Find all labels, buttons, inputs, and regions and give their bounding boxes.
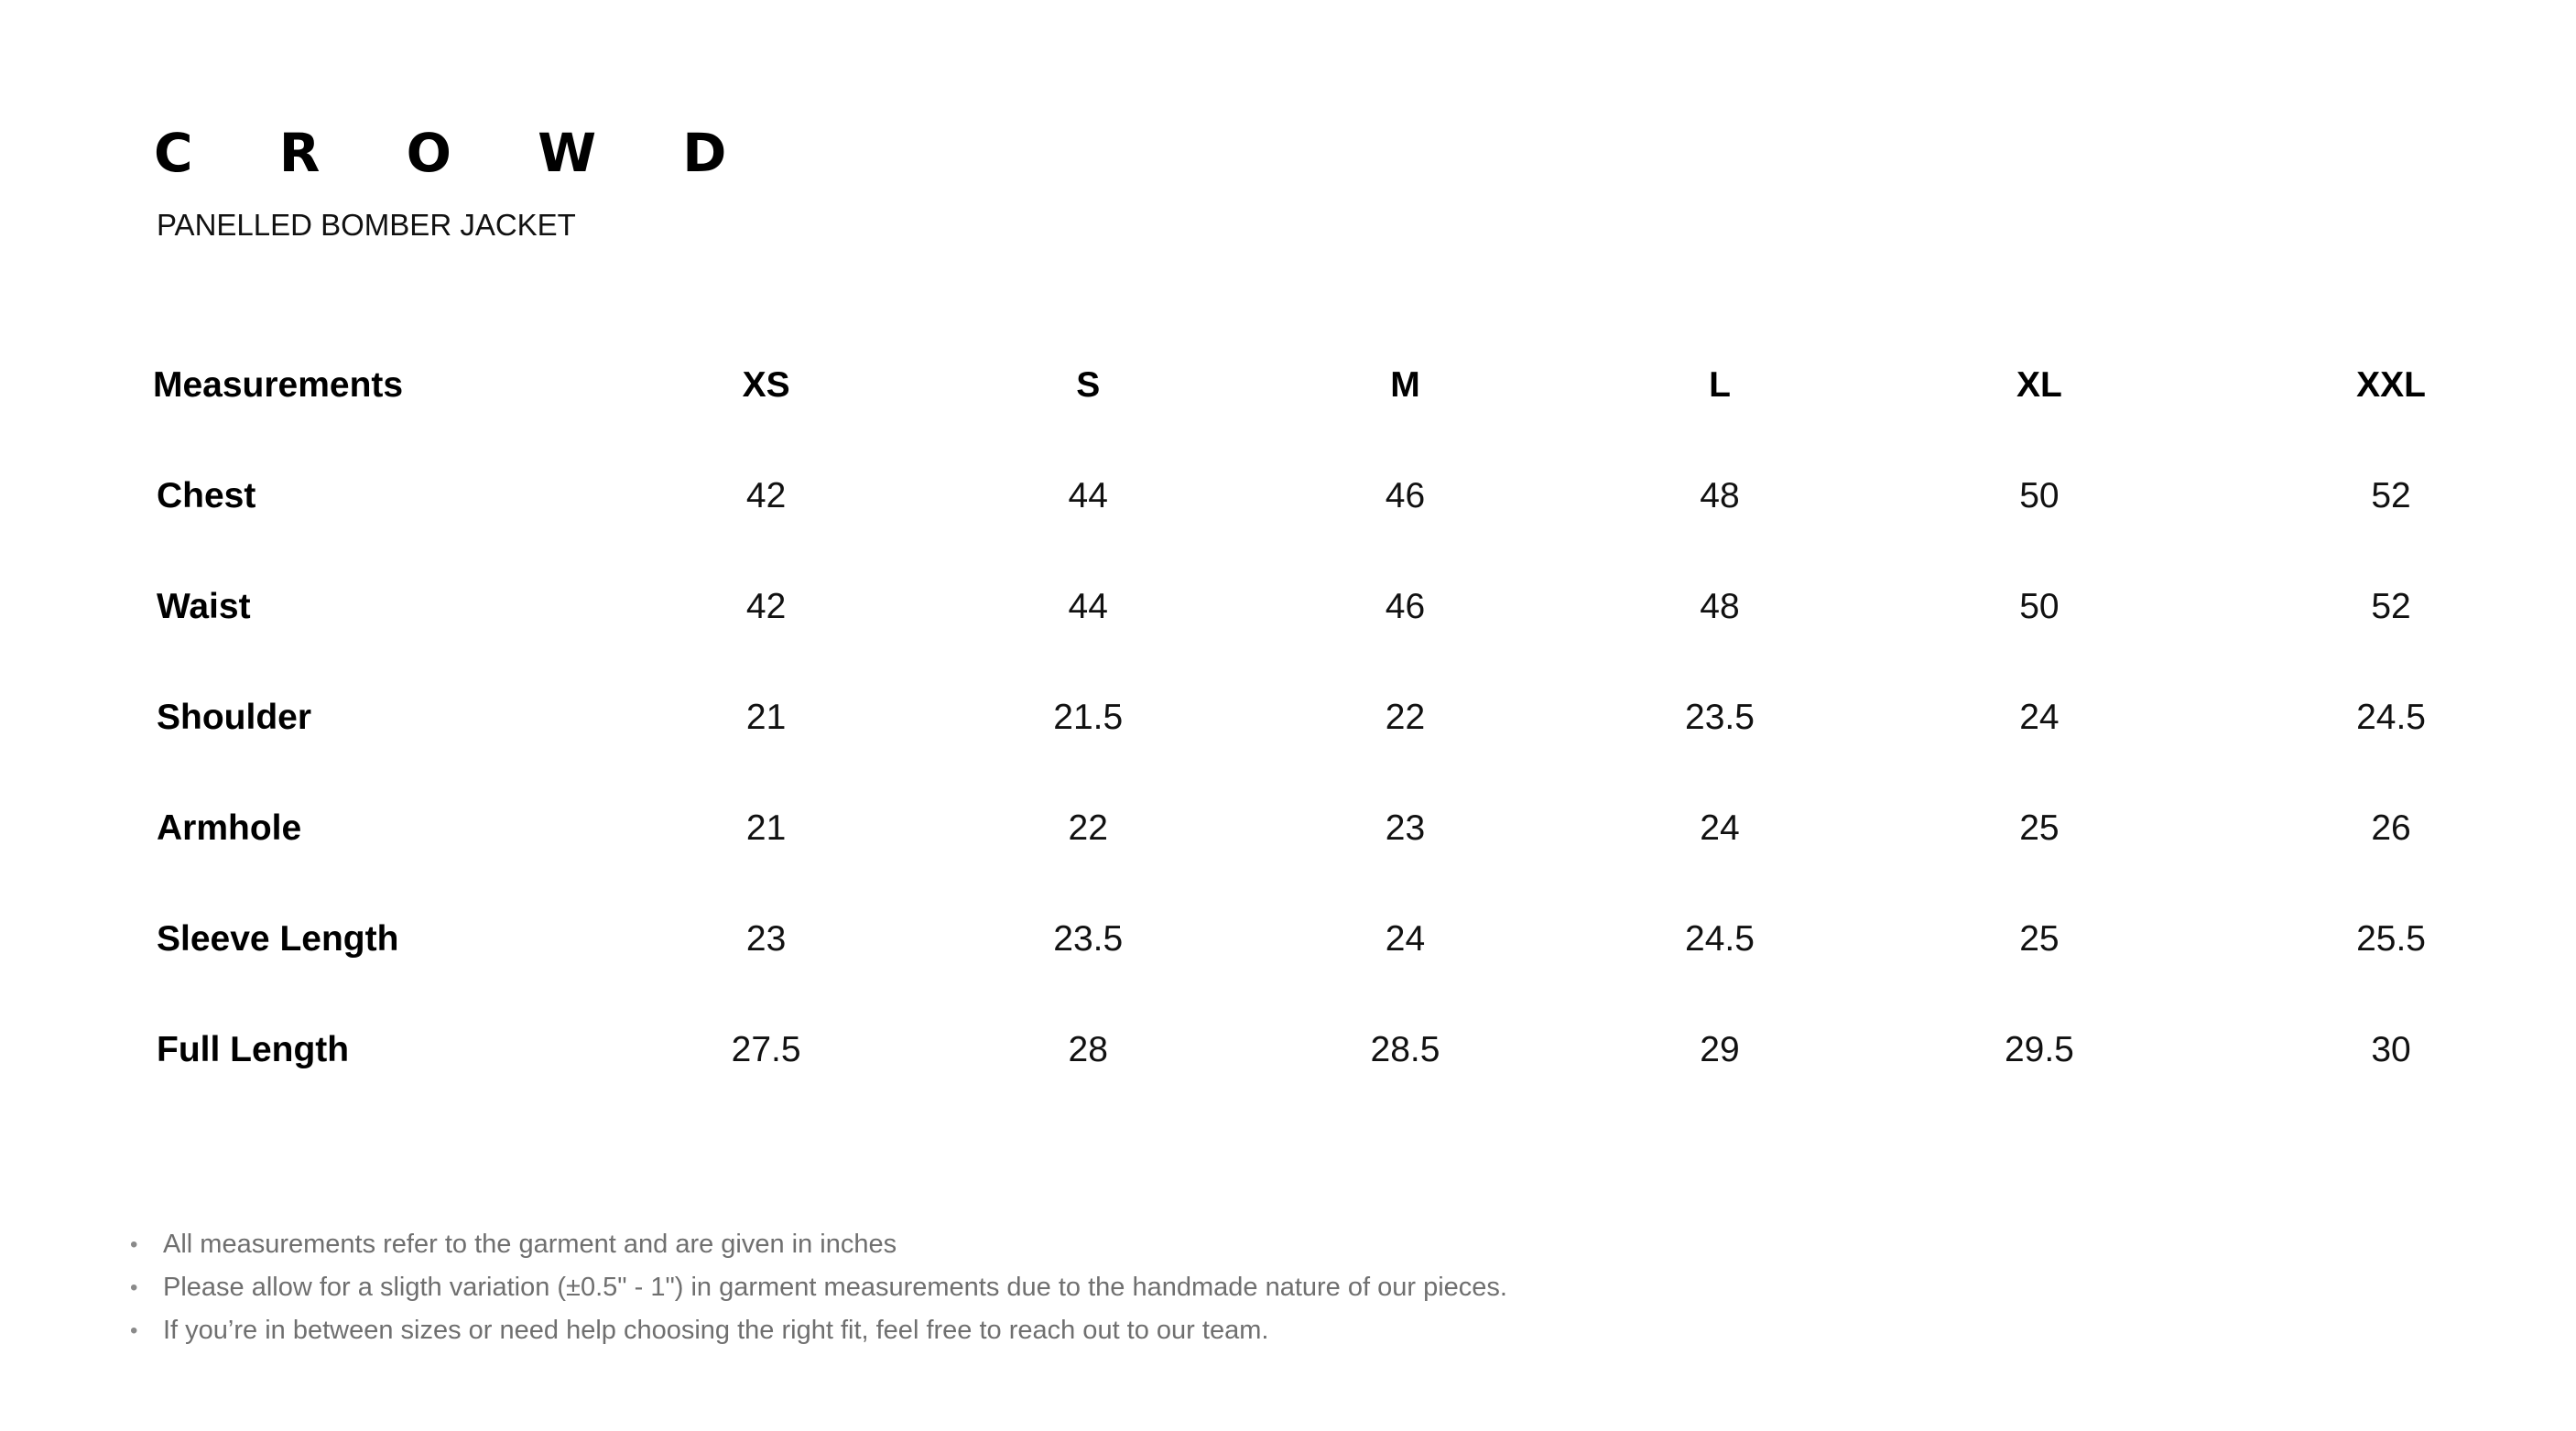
row-label: Full Length xyxy=(157,1030,350,1069)
table-cell: 25 xyxy=(2019,808,2060,848)
bullet-icon: • xyxy=(130,1318,138,1343)
table-cell: 46 xyxy=(1385,587,1426,626)
table-cell: 24.5 xyxy=(1685,919,1755,959)
table-cell: 25.5 xyxy=(2356,919,2426,959)
table-cell: 23 xyxy=(745,919,787,959)
note-item xyxy=(128,1309,1507,1352)
table-cell: 24 xyxy=(1385,919,1426,959)
table-cell: 24 xyxy=(2019,698,2060,737)
table-cell: 26 xyxy=(2371,808,2411,848)
table-cell: 48 xyxy=(1700,476,1740,515)
header-size-xxl: XXL xyxy=(2356,365,2426,405)
size-chart-table xyxy=(142,330,2560,1105)
table-cell: 25 xyxy=(2019,919,2060,959)
header-size-xl: XL xyxy=(2016,365,2062,405)
table-cell: 50 xyxy=(2019,587,2060,626)
size-notes-list xyxy=(128,1223,1507,1352)
table-cell: 46 xyxy=(1385,476,1426,515)
note-text: All measurements refer to the garment and are given in inches xyxy=(163,1230,897,1259)
note-item xyxy=(128,1223,1507,1266)
table-row-armhole xyxy=(142,773,2560,884)
table-cell: 23.5 xyxy=(1685,698,1755,737)
table-cell: 22 xyxy=(1068,808,1108,848)
header-size-l: L xyxy=(1709,365,1731,405)
note-text: Please allow for a sligth variation (±0.5" - 1") in garment measurements due to the handmade nature of our pieces. xyxy=(163,1273,1507,1302)
table-cell: 29 xyxy=(1700,1030,1740,1069)
table-cell: 21 xyxy=(745,698,787,737)
table-row-waist xyxy=(142,551,2560,662)
table-cell: 24.5 xyxy=(2356,698,2426,737)
table-cell: 22 xyxy=(1385,698,1426,737)
table-cell: 29.5 xyxy=(2004,1030,2074,1069)
header-size-s: S xyxy=(1076,365,1101,405)
table-cell: 23.5 xyxy=(1053,919,1124,959)
table-row-sleeve-length xyxy=(142,884,2560,994)
table-cell: 28.5 xyxy=(1370,1030,1440,1069)
table-cell: 52 xyxy=(2371,476,2411,515)
table-cell: 27.5 xyxy=(731,1030,801,1069)
note-text: If you’re in between sizes or need help choosing the right fit, feel free to reach out to our team. xyxy=(163,1316,1269,1345)
table-row-full-length xyxy=(142,994,2560,1105)
table-cell: 23 xyxy=(1385,808,1426,848)
bullet-icon: • xyxy=(130,1275,138,1300)
row-label: Chest xyxy=(157,476,256,515)
table-cell: 28 xyxy=(1068,1030,1108,1069)
header-size-m: M xyxy=(1390,365,1420,405)
header-size-xs: XS xyxy=(742,365,790,405)
table-cell: 44 xyxy=(1068,587,1108,626)
table-cell: 48 xyxy=(1700,587,1740,626)
table-row-chest xyxy=(142,440,2560,551)
header-measurements: Measurements xyxy=(153,365,404,405)
brand-logo-text: C R O W D xyxy=(154,122,761,184)
table-header-row xyxy=(142,330,2560,440)
product-title: PANELLED BOMBER JACKET xyxy=(157,208,576,242)
table-cell: 30 xyxy=(2371,1030,2411,1069)
row-label: Shoulder xyxy=(157,698,312,737)
bullet-icon: • xyxy=(130,1232,138,1257)
note-item xyxy=(128,1266,1507,1309)
table-cell: 44 xyxy=(1068,476,1108,515)
table-cell: 50 xyxy=(2019,476,2060,515)
row-label: Sleeve Length xyxy=(157,919,399,959)
row-label: Armhole xyxy=(157,808,302,848)
row-label: Waist xyxy=(157,587,251,626)
table-cell: 21 xyxy=(745,808,787,848)
table-cell: 42 xyxy=(745,587,787,626)
table-cell: 21.5 xyxy=(1053,698,1124,737)
table-cell: 24 xyxy=(1700,808,1740,848)
table-row-shoulder xyxy=(142,662,2560,773)
table-cell: 52 xyxy=(2371,587,2411,626)
table-cell: 42 xyxy=(745,476,787,515)
